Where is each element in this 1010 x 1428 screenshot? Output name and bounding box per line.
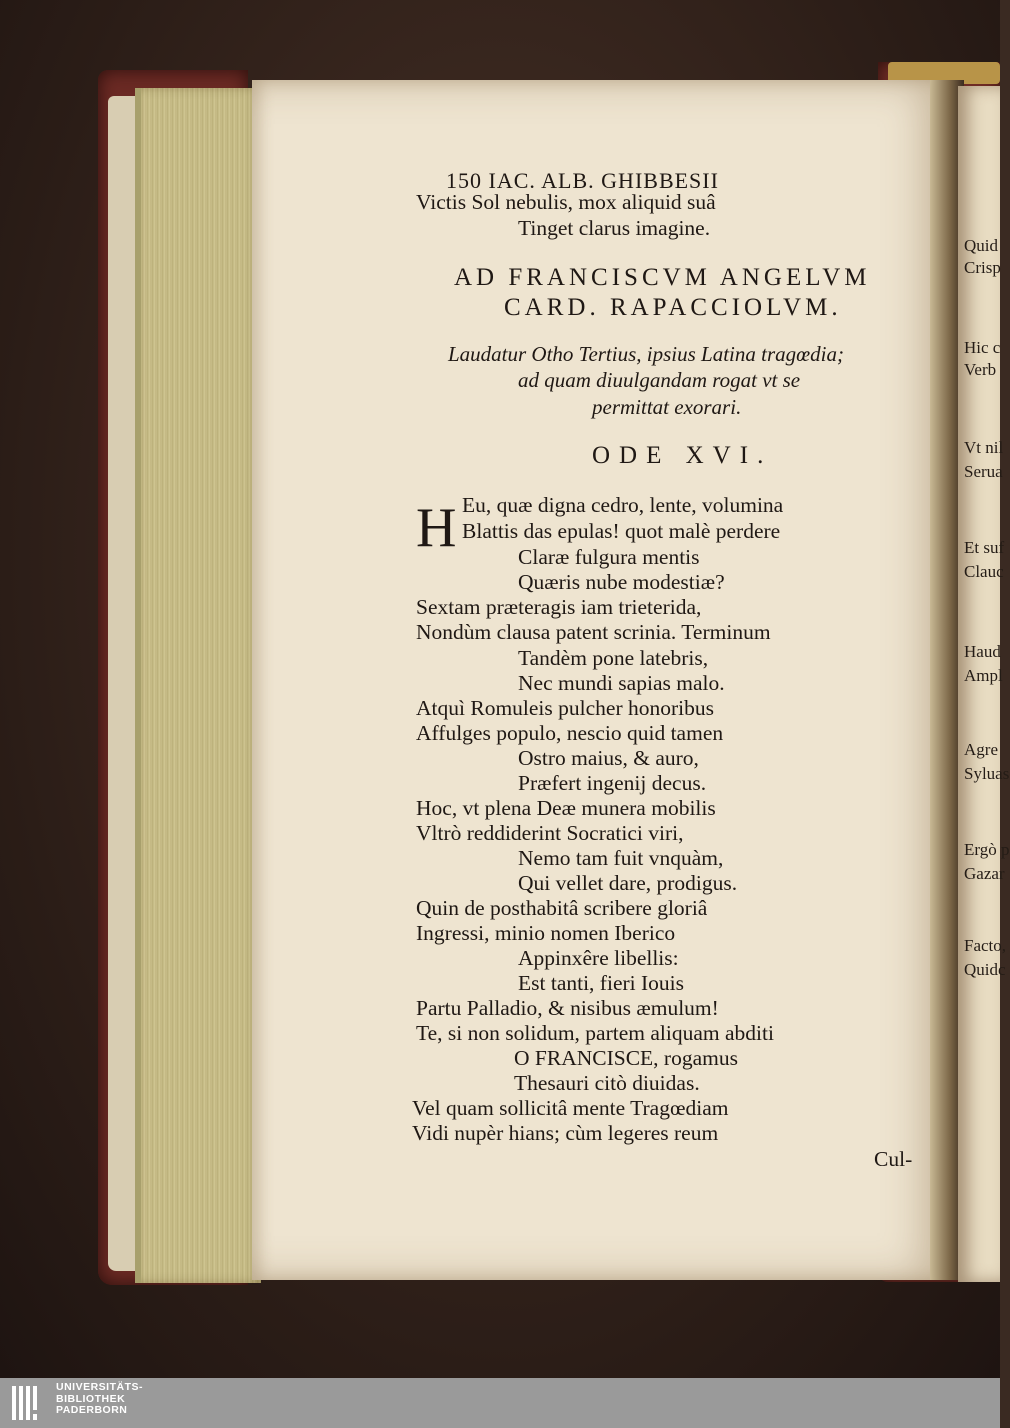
facing-fragment: Verb <box>964 360 997 379</box>
facing-fragment: Clauc <box>964 562 1004 581</box>
logo-line: UNIVERSITÄTS- <box>56 1381 144 1393</box>
verse-line: Nondùm clausa patent scrinia. Terminum <box>416 620 771 644</box>
facing-fragment: Facto, <box>964 936 1007 955</box>
verse-line: Affulges populo, nescio quid tamen <box>416 721 724 745</box>
verse-line: Qui vellet dare, prodigus. <box>518 871 738 895</box>
facing-fragment: Crisp <box>964 258 1001 277</box>
verse-line: Hoc, vt plena Deæ munera mobilis <box>416 796 716 820</box>
facing-fragment: Ergò p <box>964 840 1010 859</box>
facing-fragment: Haud <box>964 642 1001 661</box>
ode-heading: ODE XVI. <box>592 442 773 469</box>
title-line-2: CARD. RAPACCIOLVM. <box>504 294 842 321</box>
running-header: 150 IAC. ALB. GHIBBESII <box>446 168 719 193</box>
drop-cap: H <box>416 497 457 559</box>
verse-line: Claræ fulgura mentis <box>518 545 700 569</box>
left-page <box>252 80 952 1280</box>
verse-line: Quin de posthabitâ scribere gloriâ <box>416 896 708 920</box>
verse-line: Partu Palladio, & nisibus æmulum! <box>416 996 719 1020</box>
verse-line: Præfert ingenij decus. <box>518 771 707 795</box>
argument-line-3: permittat exorari. <box>592 395 742 419</box>
facing-fragment: Quid <box>964 236 998 255</box>
verse-line: Ostro maius, & auro, <box>518 746 699 770</box>
verse-line: Blattis das epulas! quot malè perdere <box>462 519 781 543</box>
opening-line-1: Victis Sol nebulis, mox aliquid suâ <box>416 190 716 214</box>
facing-fragment: Gazar <box>964 864 1005 883</box>
argument-line-2: ad quam diuulgandam rogat vt se <box>518 368 801 392</box>
library-logo-text <box>56 1382 143 1417</box>
facing-fragment: Serua <box>964 462 1003 481</box>
facing-fragment: Hic c <box>964 338 1001 357</box>
logo-line: PADERBORN <box>56 1404 128 1416</box>
verse-line: Tandèm pone latebris, <box>518 646 709 670</box>
facing-fragment: Ampl <box>964 666 1003 685</box>
facing-page <box>958 86 1010 1282</box>
verse-line: Vel quam sollicitâ mente Tragœdiam <box>412 1096 729 1120</box>
catchword: Cul- <box>874 1147 913 1171</box>
facing-fragment: Agre <box>964 740 998 759</box>
verse-line: Appinxêre libellis: <box>518 946 679 970</box>
facing-fragment: Quidc <box>964 960 1006 979</box>
verse-line: Eu, quæ digna cedro, lente, volumina <box>462 493 784 517</box>
verse-line: Thesauri citò diuidas. <box>514 1071 700 1095</box>
verse-line: Atquì Romuleis pulcher honoribus <box>416 696 714 720</box>
verse-line: Te, si non solidum, partem aliquam abditi <box>416 1021 774 1045</box>
argument-line-1: Laudatur Otho Tertius, ipsius Latina tragœdia; <box>448 342 844 366</box>
page-edges <box>135 88 261 1283</box>
verse-line: Sextam præteragis iam trieterida, <box>416 595 702 619</box>
verse-line: Nemo tam fuit vnquàm, <box>518 846 724 870</box>
opening-line-2: Tinget clarus imagine. <box>518 216 711 240</box>
verse-line: O FRANCISCE, rogamus <box>514 1046 738 1070</box>
facing-fragment: Et suf <box>964 538 1005 557</box>
verse-line: Nec mundi sapias malo. <box>518 671 725 695</box>
library-footer <box>0 1378 1000 1428</box>
verse-line: Est tanti, fieri Iouis <box>518 971 684 995</box>
library-logo-icon <box>12 1386 46 1420</box>
verse-line: Quæris nube modestiæ? <box>518 570 725 594</box>
logo-line: BIBLIOTHEK <box>56 1392 126 1405</box>
verse-line: Vltrò reddiderint Socratici viri, <box>416 821 684 845</box>
verse-line: Vidi nupèr hians; cùm legeres reum <box>412 1121 719 1145</box>
facing-fragment: Vt nil <box>964 438 1004 457</box>
facing-fragment: Syluas <box>964 764 1010 783</box>
verse-line: Ingressi, minio nomen Iberico <box>416 921 676 945</box>
title-line-1: AD FRANCISCVM ANGELVM <box>454 264 871 291</box>
